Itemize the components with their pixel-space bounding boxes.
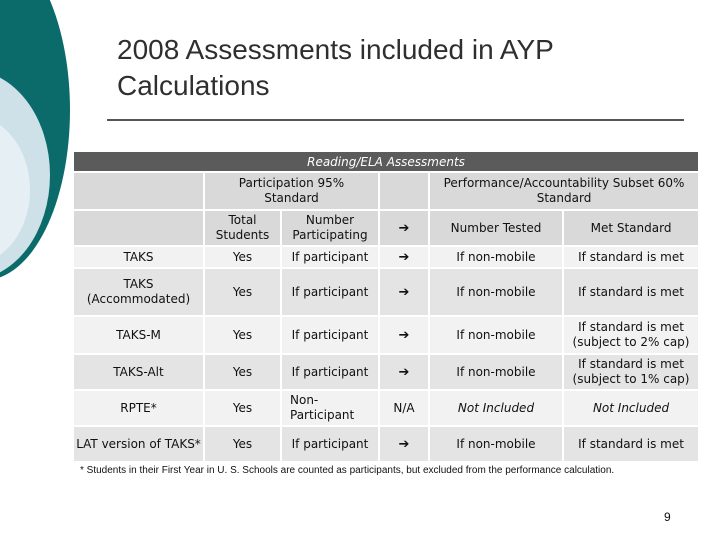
arrow-icon: ➔: [379, 426, 429, 462]
title-line-1: 2008 Assessments included in AYP: [117, 34, 554, 65]
row-name: TAKS: [73, 246, 204, 268]
header-blank-arrow: [379, 172, 429, 210]
performance-header: Performance/Accountability Subset 60% Standard: [429, 172, 699, 210]
row-tested: If non-mobile: [429, 268, 563, 316]
page-number: 9: [664, 510, 671, 524]
arrow-icon: ➔: [379, 246, 429, 268]
row-total: Yes: [204, 390, 281, 426]
title-divider: [107, 119, 684, 121]
col-met-standard: Met Standard: [563, 210, 699, 246]
row-participating: If participant: [281, 268, 379, 316]
row-total: Yes: [204, 316, 281, 354]
table-row: [73, 316, 699, 354]
row-tested: If non-mobile: [429, 316, 563, 354]
row-participating: Non-Participant: [281, 390, 379, 426]
row-participating: If participant: [281, 246, 379, 268]
group-header-row: [73, 172, 699, 210]
participation-header: Participation 95% Standard: [204, 172, 379, 210]
title-line-2: Calculations: [117, 70, 270, 101]
footnote: * Students in their First Year in U. S. Schools are counted as participants, but excluded from the performance calculation.: [80, 465, 615, 476]
row-name: TAKS-M: [73, 316, 204, 354]
row-name: TAKS-Alt: [73, 354, 204, 390]
row-name: TAKS (Accommodated): [73, 268, 204, 316]
row-name: LAT version of TAKS*: [73, 426, 204, 462]
row-met: If standard is met (subject to 2% cap): [563, 316, 699, 354]
row-participating: If participant: [281, 354, 379, 390]
row-met: If standard is met: [563, 268, 699, 316]
col-total-students: Total Students: [204, 210, 281, 246]
row-total: Yes: [204, 426, 281, 462]
header-blank: [73, 172, 204, 210]
row-met: If standard is met: [563, 426, 699, 462]
row-tested: Not Included: [429, 390, 563, 426]
row-met: Not Included: [563, 390, 699, 426]
assessment-table: [72, 150, 700, 463]
arrow-icon: ➔: [379, 210, 429, 246]
row-name: RPTE*: [73, 390, 204, 426]
table-row: [73, 390, 699, 426]
arrow-icon: ➔: [379, 268, 429, 316]
arrow-icon: ➔: [379, 316, 429, 354]
column-header-row: [73, 210, 699, 246]
col-number-tested: Number Tested: [429, 210, 563, 246]
row-met: If standard is met (subject to 1% cap): [563, 354, 699, 390]
row-total: Yes: [204, 268, 281, 316]
table-row: [73, 354, 699, 390]
row-total: Yes: [204, 246, 281, 268]
table-row: [73, 426, 699, 462]
table-row: [73, 246, 699, 268]
table-row: [73, 268, 699, 316]
table-banner-row: [73, 151, 699, 172]
row-na: N/A: [379, 390, 429, 426]
header-blank-name: [73, 210, 204, 246]
col-number-participating: Number Participating: [281, 210, 379, 246]
row-tested: If non-mobile: [429, 354, 563, 390]
row-total: Yes: [204, 354, 281, 390]
row-participating: If participant: [281, 316, 379, 354]
slide-title: [117, 32, 677, 104]
row-tested: If non-mobile: [429, 426, 563, 462]
table-banner: Reading/ELA Assessments: [73, 151, 699, 172]
decorative-circles: [0, 0, 80, 300]
row-met: If standard is met: [563, 246, 699, 268]
arrow-icon: ➔: [379, 354, 429, 390]
row-participating: If participant: [281, 426, 379, 462]
row-tested: If non-mobile: [429, 246, 563, 268]
